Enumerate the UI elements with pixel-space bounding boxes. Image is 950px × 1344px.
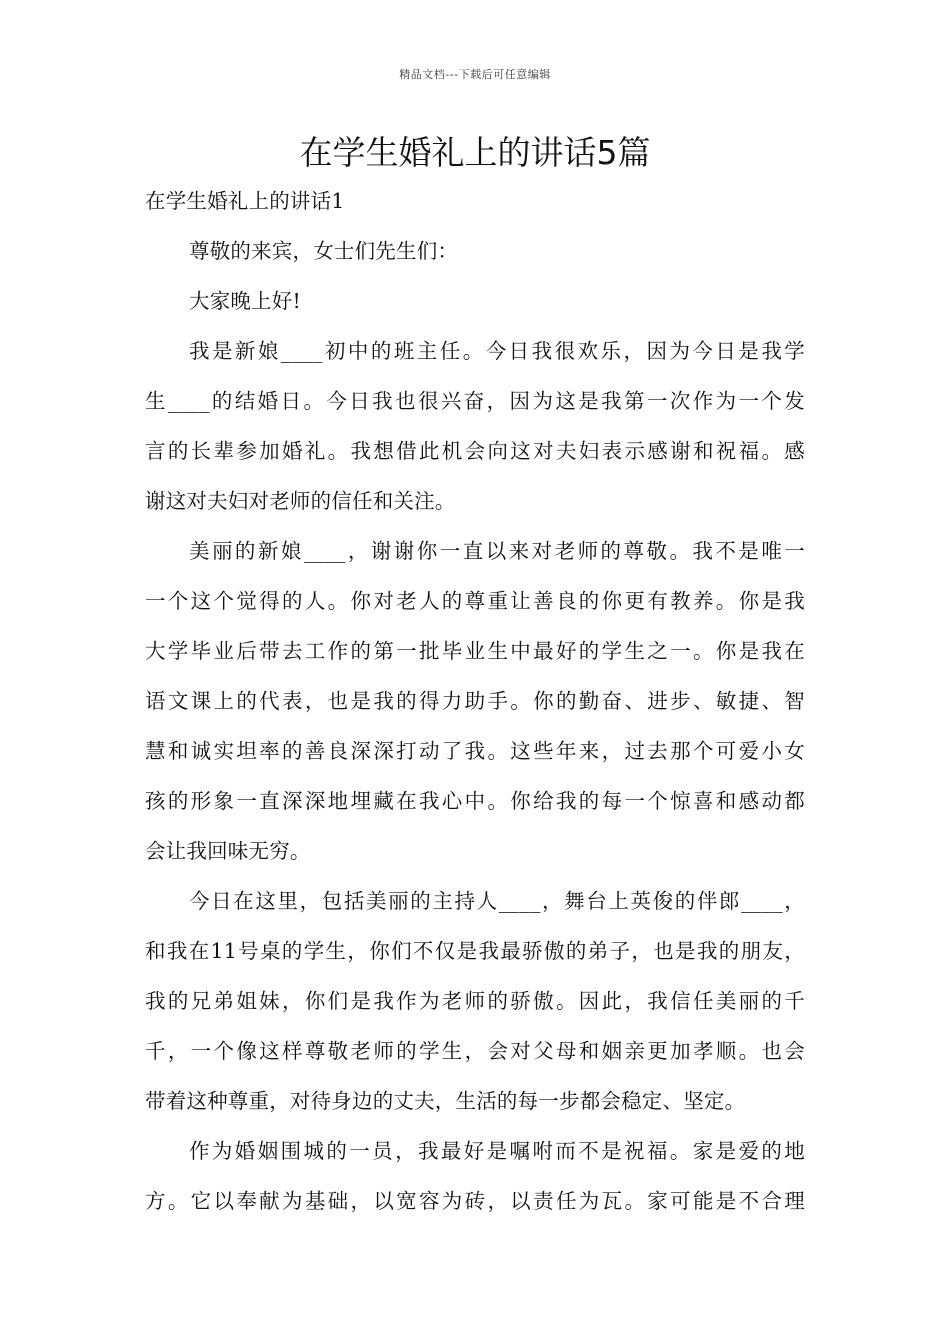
body-line: 言的长辈参加婚礼。我想借此机会向这对夫妇表示感谢和祝福。感 [145, 439, 805, 463]
body-line: 方。它以奉献为基础，以宽容为砖，以责任为瓦。家可能是不合理 [145, 1189, 805, 1213]
body-line: 和我在11号桌的学生，你们不仅是我最骄傲的弟子，也是我的朋友， [145, 939, 805, 963]
body-line: 在学生婚礼上的讲话1 [145, 189, 345, 213]
body-line: 慧和诚实坦率的善良深深打动了我。这些年来，过去那个可爱小女 [145, 739, 805, 763]
body-line: 尊敬的来宾，女士们先生们： [189, 239, 459, 263]
body-line: 我的兄弟姐妹，你们是我作为老师的骄傲。因此，我信任美丽的千 [145, 989, 805, 1013]
document-title: 在学生婚礼上的讲话5篇 [299, 133, 651, 172]
body-line: 带着这种尊重，对待身边的丈夫，生活的每一步都会稳定、坚定。 [145, 1089, 746, 1113]
body-line: 会让我回味无穷。 [145, 839, 311, 863]
document-body [145, 176, 805, 1226]
body-line: 谢这对夫妇对老师的信任和关注。 [145, 489, 456, 513]
body-line: 孩的形象一直深深地埋藏在我心中。你给我的每一个惊喜和感动都 [145, 789, 805, 813]
body-line: 生____的结婚日。今日我也很兴奋，因为这是我第一次作为一个发 [145, 389, 805, 413]
body-line: 一个这个觉得的人。你对老人的尊重让善良的你更有教养。你是我 [145, 589, 805, 613]
body-line: 大家晚上好! [189, 289, 301, 313]
body-line: 千，一个像这样尊敬老师的学生，会对父母和姻亲更加孝顺。也会 [145, 1039, 805, 1063]
page-header: 精品文档---下载后可任意编辑 [399, 68, 551, 81]
body-line: 语文课上的代表，也是我的得力助手。你的勤奋、进步、敏捷、智 [145, 689, 805, 713]
body-line: 美丽的新娘____，谢谢你一直以来对老师的尊敬。我不是唯一 [189, 539, 805, 563]
body-line: 大学毕业后带去工作的第一批毕业生中最好的学生之一。你是我在 [145, 639, 805, 663]
body-line: 今日在这里，包括美丽的主持人____，舞台上英俊的伴郎____， [189, 889, 805, 913]
body-line: 作为婚姻围城的一员，我最好是嘱咐而不是祝福。家是爱的地 [189, 1139, 805, 1163]
body-line: 我是新娘____初中的班主任。今日我很欢乐，因为今日是我学 [189, 339, 805, 363]
